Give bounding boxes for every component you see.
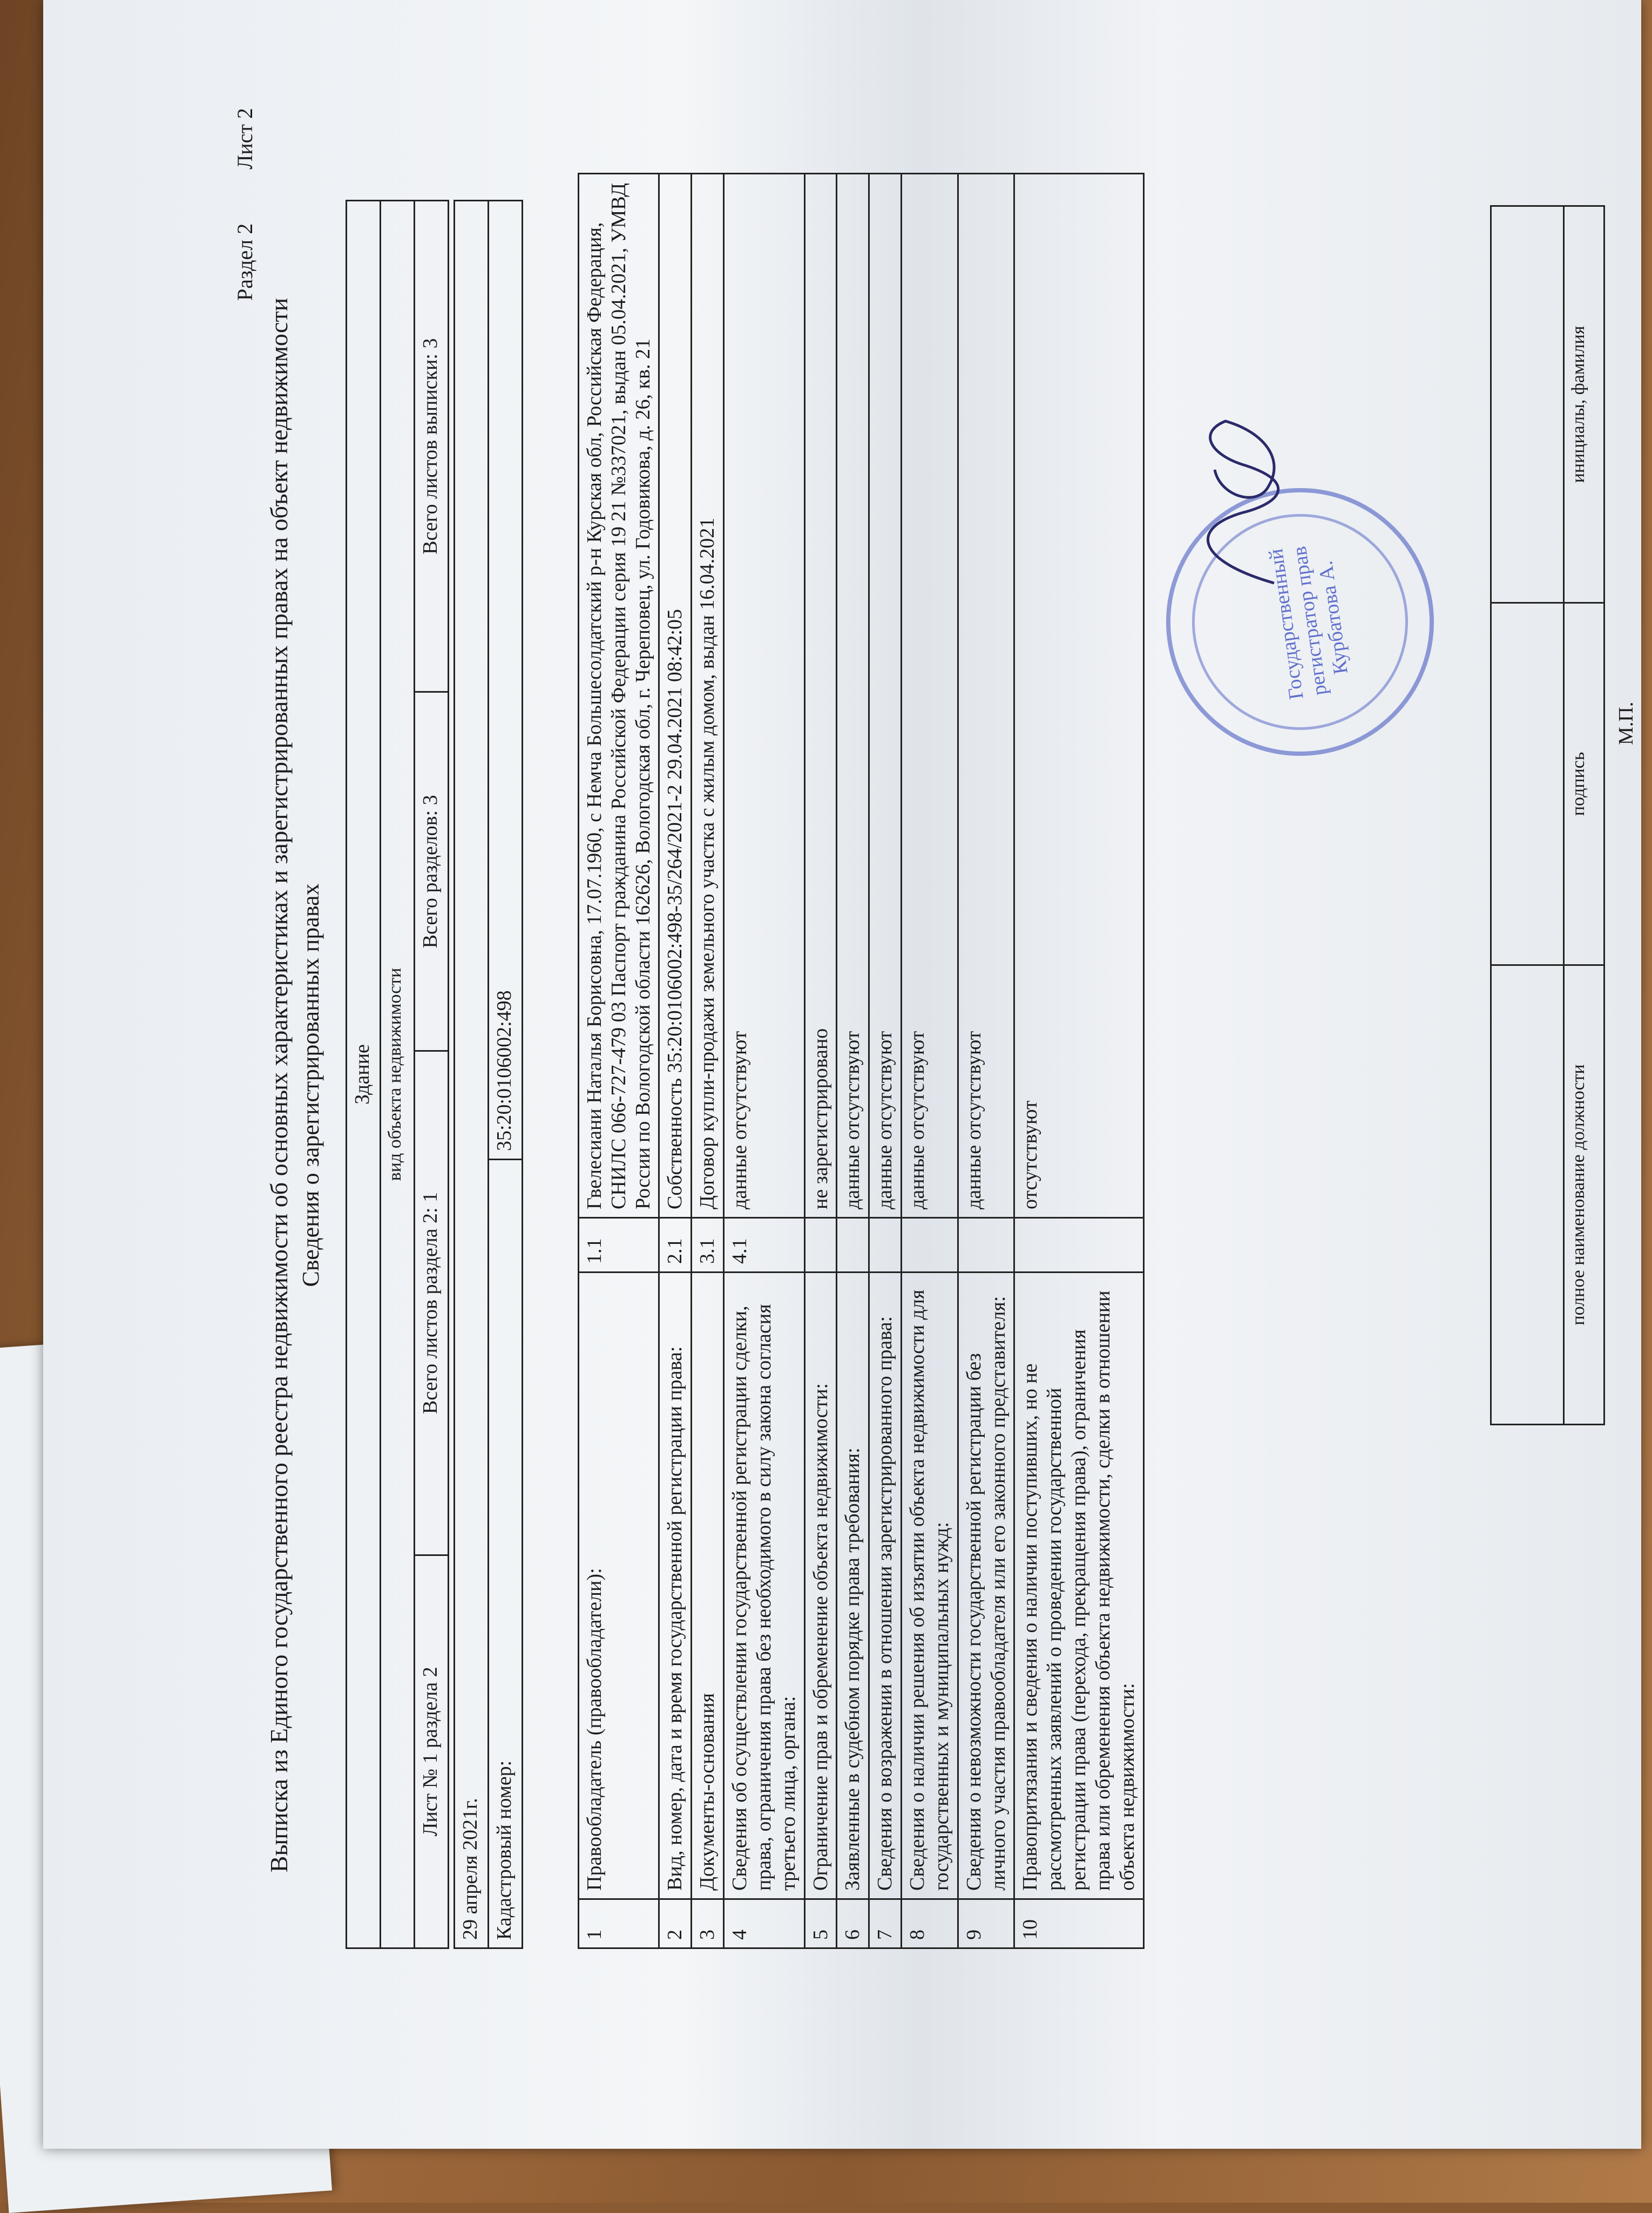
rights-row [724, 174, 804, 1948]
row-subnumber [1014, 1218, 1143, 1273]
row-number: 3 [692, 1899, 724, 1948]
row-value: данные отсутствуют [724, 174, 804, 1218]
row-subnumber [869, 1218, 902, 1273]
name-caption: инициалы, фамилия [1564, 206, 1604, 603]
rights-row [869, 174, 902, 1948]
row-value: Собственность 35:20:0106002:498-35/264/2021-2 29.04.2021 08:42:05 [659, 174, 692, 1218]
document-sheet [43, 0, 1641, 2149]
row-number: 9 [958, 1899, 1014, 1948]
row-value: данные отсутствуют [869, 174, 902, 1218]
signature-table [1490, 205, 1605, 1425]
row-value: данные отсутствуют [958, 174, 1014, 1218]
row-subnumber: 1.1 [579, 1218, 659, 1273]
row-number: 10 [1014, 1899, 1143, 1948]
sheet-number: Лист № 1 раздела 2 [415, 1555, 449, 1948]
row-subnumber [804, 1218, 837, 1273]
row-value: данные отсутствуют [837, 174, 869, 1218]
row-label: Сведения о возражении в отношении зарегистрированного права: [869, 1273, 902, 1899]
rotated-page-content [108, 86, 1637, 2084]
rights-row [579, 174, 659, 1948]
row-number: 4 [724, 1899, 804, 1948]
object-type-caption: вид объекта недвижимости [381, 201, 415, 1948]
section-label: Раздел 2 [233, 223, 257, 301]
rights-row [837, 174, 869, 1948]
seal-place-label: М.П. [1615, 701, 1637, 745]
row-subnumber [902, 1218, 958, 1273]
handwritten-signature [1177, 410, 1317, 594]
row-number: 2 [659, 1899, 692, 1948]
row-label: Документы-основания [692, 1273, 724, 1899]
name-cell [1491, 206, 1564, 603]
row-subnumber: 3.1 [692, 1218, 724, 1273]
date-cadastral-table [453, 200, 523, 1949]
sheets-in-section: Всего листов раздела 2: 1 [415, 1051, 449, 1555]
rights-row [902, 174, 958, 1948]
row-number: 1 [579, 1899, 659, 1948]
sign-caption: подпись [1564, 603, 1604, 965]
row-number: 8 [902, 1899, 958, 1948]
position-cell [1491, 965, 1564, 1425]
sheet-label: Лист 2 [233, 108, 257, 170]
document-subtitle: Сведения о зарегистрированных правах [297, 883, 324, 1287]
row-label: Правопритязания и сведения о наличии поступивших, но не рассмотренных заявлений о проведении государственной регистрации права (перехода, прекращения права), ограничения права или обременения объекта недвижимости, сделки в отношении объекта недвижимости: [1014, 1273, 1143, 1899]
rights-row [1014, 174, 1143, 1948]
row-number: 6 [837, 1899, 869, 1948]
row-subnumber [837, 1218, 869, 1273]
row-subnumber: 2.1 [659, 1218, 692, 1273]
rights-table [578, 173, 1145, 1949]
extract-date: 29 апреля 2021г. [455, 201, 489, 1948]
cadastral-number: 35:20:0106002:498 [489, 201, 523, 1160]
row-label: Сведения о невозможности государственной регистрации без личного участия правообладателя или его законного представителя: [958, 1273, 1014, 1899]
sheets-total: Всего листов выписки: 3 [415, 201, 449, 692]
row-value: Гвелесиани Наталья Борисовна, 17.07.1960, с Немча Большесолдатский р-н Курская обл, Российская Федерация, СНИЛС 066-727-479 03 Паспорт гражданина Российской Федерации серия 19 21 №337021, выдан 05.04.2021, УМВД России по Вологодской области 162626, Вологодская обл, г. Череповец, ул. Годовикова, д. 26, кв. 21 [579, 174, 659, 1218]
sections-total: Всего разделов: 3 [415, 692, 449, 1051]
sign-cell [1491, 603, 1564, 965]
rights-row [692, 174, 724, 1948]
position-caption: полное наименование должности [1564, 965, 1604, 1425]
row-label: Сведения об осуществлении государственной регистрации сделки, права, ограничения права без необходимого в силу закона согласия третьего лица, органа: [724, 1273, 804, 1899]
registrar-stamp-text: Государственный регистратор прав Курбатова А. [1264, 545, 1353, 701]
cadastral-label: Кадастровый номер: [489, 1160, 523, 1948]
rights-row [659, 174, 692, 1948]
object-type-value: Здание [347, 201, 381, 1948]
section-sheet-header [232, 108, 258, 349]
rights-row [958, 174, 1014, 1948]
row-label: Заявленные в судебном порядке права требования: [837, 1273, 869, 1899]
row-label: Сведения о наличии решения об изъятии объекта недвижимости для государственных и муниципальных нужд: [902, 1273, 958, 1899]
row-subnumber [958, 1218, 1014, 1273]
object-info-table [346, 200, 449, 1949]
row-label: Ограничение прав и обременение объекта недвижимости: [804, 1273, 837, 1899]
document-title: Выписка из Единого государственного реестра недвижимости об основных характеристиках и зарегистрированных правах на объект недвижимости [265, 297, 293, 1873]
row-number: 7 [869, 1899, 902, 1948]
rights-row [804, 174, 837, 1948]
row-label: Правообладатель (правообладатели): [579, 1273, 659, 1899]
row-value: Договор купли-продажи земельного участка с жилым домом, выдан 16.04.2021 [692, 174, 724, 1218]
row-number: 5 [804, 1899, 837, 1948]
row-value: отсутствуют [1014, 174, 1143, 1218]
row-value: не зарегистрировано [804, 174, 837, 1218]
row-label: Вид, номер, дата и время государственной регистрации права: [659, 1273, 692, 1899]
row-subnumber: 4.1 [724, 1218, 804, 1273]
row-value: данные отсутствуют [902, 174, 958, 1218]
